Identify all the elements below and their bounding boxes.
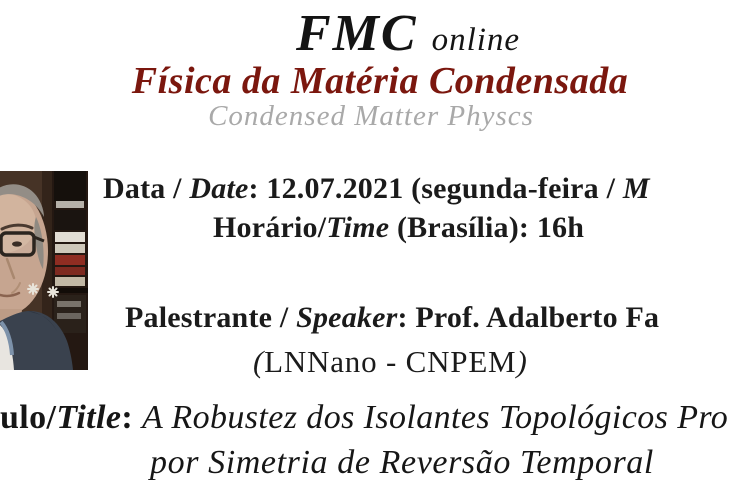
affiliation-value: LNNano - CNPEM xyxy=(264,344,517,379)
date-label-en: Date xyxy=(189,172,249,205)
affiliation-paren-open: ( xyxy=(253,344,265,379)
talk-title-line1 xyxy=(0,399,728,437)
affiliation-paren-close: ) xyxy=(516,344,528,379)
date-value: : 12.07.2021 (segunda-feira / xyxy=(248,172,623,205)
talk-label-colon: : xyxy=(121,399,142,436)
talk-label-pt: ulo/ xyxy=(0,399,57,436)
speaker-photo-image xyxy=(0,171,88,370)
time-label-pt: Horário/ xyxy=(213,211,327,244)
brand-line xyxy=(296,4,520,63)
speaker-photo xyxy=(0,171,88,370)
series-title-english: Condensed Matter Physcs xyxy=(208,100,534,132)
date-cutoff: M xyxy=(622,172,650,205)
speaker-value: : Prof. Adalberto Fa xyxy=(397,301,660,334)
talk-title-text-2: por Simetria de Reversão Temporal xyxy=(150,444,654,481)
brand-fmc: FMC xyxy=(295,5,418,62)
affiliation-line xyxy=(253,344,528,380)
talk-title-text-1: A Robustez dos Isolantes Topológicos Pro xyxy=(141,399,729,436)
series-title-portuguese: Física da Matéria Condensada xyxy=(131,60,629,102)
date-line xyxy=(103,172,650,206)
time-value: (Brasília): 16h xyxy=(389,211,585,244)
brand-online: online xyxy=(431,22,521,58)
time-line xyxy=(213,211,584,245)
date-label-pt: Data / xyxy=(103,172,190,205)
speaker-label-en: Speaker xyxy=(296,301,398,334)
talk-title-line2 xyxy=(150,444,654,482)
talk-label-en: Title xyxy=(56,399,122,436)
speaker-line xyxy=(125,301,659,335)
speaker-label-pt: Palestrante / xyxy=(125,301,297,334)
time-label-en: Time xyxy=(326,211,390,244)
